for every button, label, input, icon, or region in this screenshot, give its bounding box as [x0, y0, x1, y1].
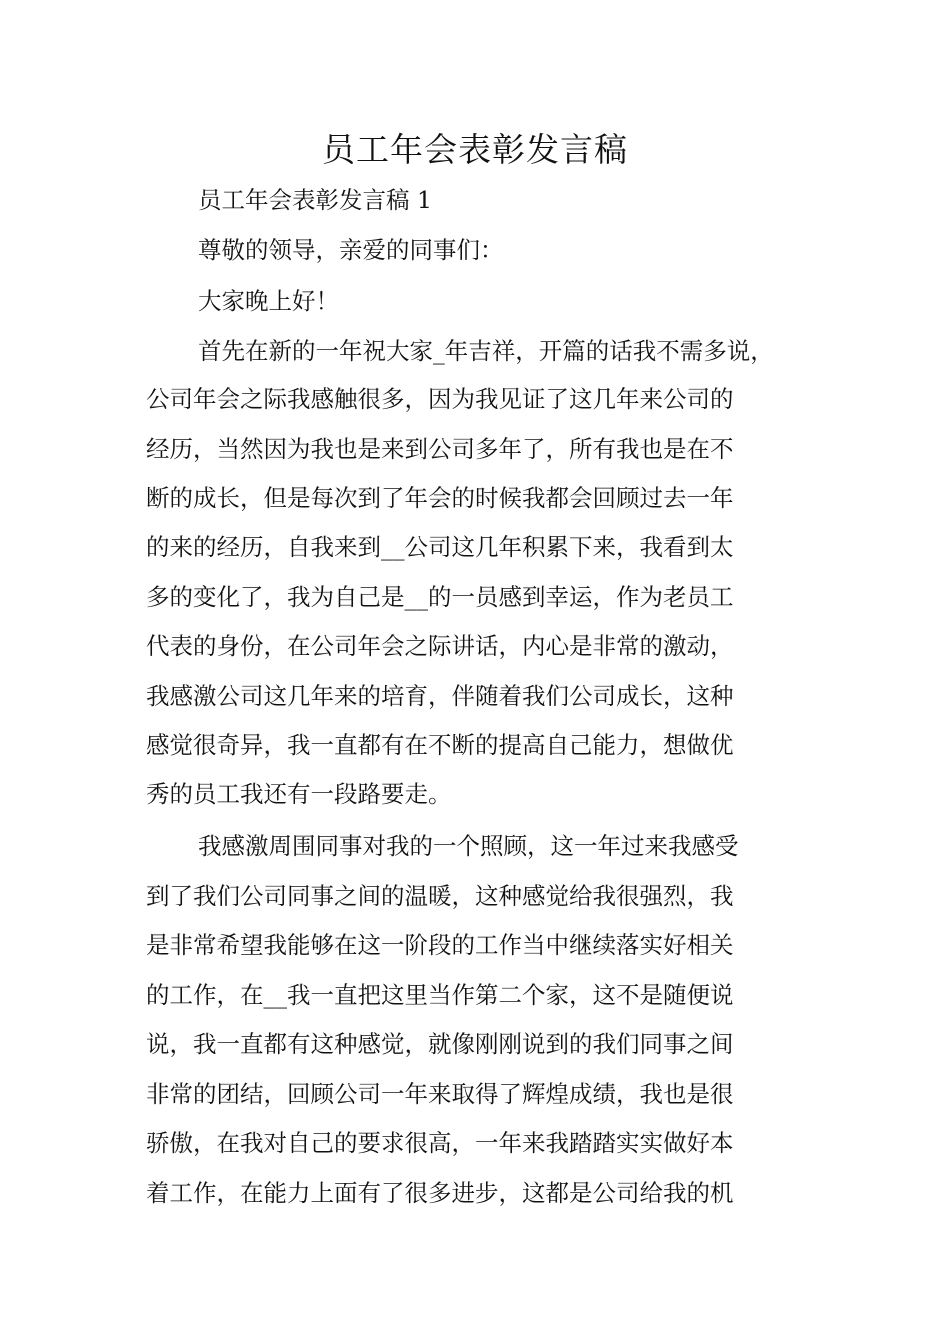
paragraph-line: 非常的团结，回顾公司一年来取得了辉煌成绩，我也是很 — [146, 1080, 734, 1108]
paragraph-line: 着工作，在能力上面有了很多进步，这都是公司给我的机 — [146, 1179, 734, 1207]
paragraph-line: 公司年会之际我感触很多，因为我见证了这几年来公司的 — [146, 385, 734, 413]
paragraph-line: 多的变化了，我为自己是__的一员感到幸运，作为老员工 — [146, 583, 734, 611]
paragraph-line: 首先在新的一年祝大家_年吉祥，开篇的话我不需多说， — [198, 337, 774, 365]
paragraph-line: 经历，当然因为我也是来到公司多年了，所有我也是在不 — [146, 435, 734, 463]
paragraph-line: 骄傲，在我对自己的要求很高，一年来我踏踏实实做好本 — [146, 1129, 734, 1157]
paragraph-line: 我感激公司这几年来的培育，伴随着我们公司成长，这种 — [146, 682, 734, 710]
paragraph-line: 到了我们公司同事之间的温暖，这种感觉给我很强烈，我 — [146, 882, 734, 910]
paragraph-line: 断的成长，但是每次到了年会的时候我都会回顾过去一年 — [146, 484, 734, 512]
greeting-line: 大家晚上好！ — [198, 287, 339, 315]
paragraph-line: 是非常希望我能够在这一阶段的工作当中继续落实好相关 — [146, 931, 734, 959]
paragraph-line: 代表的身份，在公司年会之际讲话，内心是非常的激动， — [146, 632, 734, 660]
paragraph-line: 的工作，在__我一直把这里当作第二个家，这不是随便说 — [146, 981, 734, 1009]
paragraph-line: 我感激周围同事对我的一个照顾，这一年过来我感受 — [198, 832, 739, 860]
document-title: 员工年会表彰发言稿 — [322, 130, 628, 169]
paragraph-line: 的来的经历，自我来到__公司这几年积累下来，我看到太 — [146, 533, 734, 561]
paragraph-line: 秀的员工我还有一段路要走。 — [146, 780, 452, 808]
paragraph-line: 说，我一直都有这种感觉，就像刚刚说到的我们同事之间 — [146, 1030, 734, 1058]
salutation-line: 尊敬的领导，亲爱的同事们： — [198, 236, 504, 264]
paragraph-line: 感觉很奇异，我一直都有在不断的提高自己能力，想做优 — [146, 731, 734, 759]
section-heading: 员工年会表彰发言稿 1 — [198, 186, 432, 214]
